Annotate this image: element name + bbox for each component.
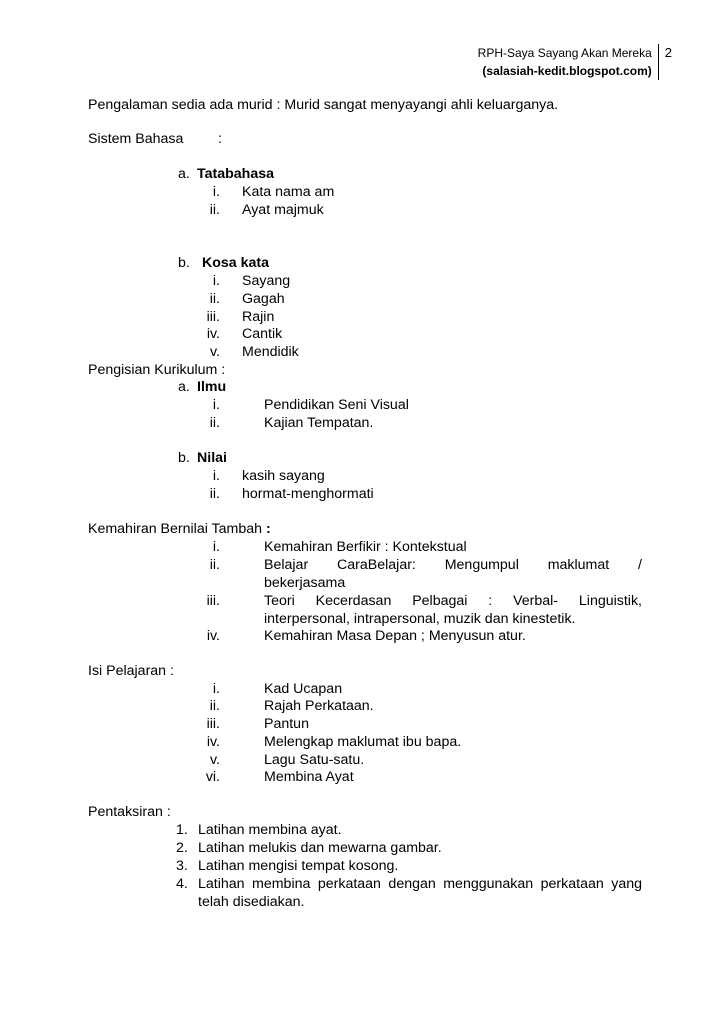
- tatabahasa-heading: Tatabahasa: [197, 166, 275, 182]
- list-number: ii.: [209, 486, 220, 502]
- list-number: ii.: [209, 202, 220, 218]
- tatabahasa-marker: a.: [178, 166, 190, 182]
- list-item-continuation: telah disediakan.: [198, 894, 305, 910]
- list-item: Latihan membina ayat.: [198, 822, 342, 838]
- list-item: Teori Kecerdasan Pelbagai : Verbal- Linguistik,: [264, 593, 642, 609]
- list-number: v.: [210, 344, 220, 360]
- list-number: i.: [212, 184, 220, 200]
- list-number: v.: [210, 752, 220, 768]
- list-item: Latihan membina perkataan dengan menggunakan perkataan yang: [198, 876, 642, 892]
- ilmu-marker: a.: [178, 379, 190, 395]
- list-item: Rajah Perkataan.: [264, 698, 374, 714]
- list-item-continuation: bekerjasama: [264, 575, 346, 591]
- list-item: Pantun: [264, 716, 309, 732]
- list-item: Kajian Tempatan.: [264, 415, 374, 431]
- list-number: iv.: [206, 628, 220, 644]
- nilai-heading: Nilai: [197, 450, 227, 466]
- list-number: ii.: [209, 557, 220, 573]
- list-number: iii.: [206, 309, 220, 325]
- list-item: Kemahiran Berfikir : Kontekstual: [264, 539, 467, 555]
- list-number: iii.: [206, 593, 220, 609]
- list-item: kasih sayang: [242, 468, 325, 484]
- sistem-bahasa-label: Sistem Bahasa: [88, 131, 184, 147]
- list-item: Lagu Satu-satu.: [264, 752, 365, 768]
- list-number: ii.: [209, 415, 220, 431]
- list-item: Belajar CaraBelajar: Mengumpul maklumat /: [264, 557, 642, 573]
- list-number: 2.: [176, 840, 188, 856]
- kosa-kata-heading: Kosa kata: [202, 255, 270, 271]
- list-number: 4.: [176, 876, 188, 892]
- list-number: ii.: [209, 698, 220, 714]
- list-item: Kata nama am: [242, 184, 335, 200]
- header-title: RPH-Saya Sayang Akan Mereka: [477, 46, 652, 60]
- kemahiran-colon: :: [265, 521, 271, 537]
- kemahiran-label-text: Kemahiran Bernilai Tambah: [88, 521, 263, 537]
- list-item: Membina Ayat: [264, 769, 354, 785]
- list-number: i.: [212, 539, 220, 555]
- page-number: 2: [664, 45, 672, 60]
- nilai-marker: b.: [178, 450, 190, 466]
- list-item: Gagah: [242, 291, 285, 307]
- list-number: i.: [212, 681, 220, 697]
- isi-pelajaran-label: Isi Pelajaran :: [88, 663, 174, 679]
- header-subtitle: (salasiah-kedit.blogspot.com): [482, 64, 652, 78]
- kemahiran-label: [88, 520, 271, 538]
- list-number: iii.: [206, 716, 220, 732]
- list-number: i.: [212, 468, 220, 484]
- list-item: Sayang: [242, 273, 291, 289]
- kosa-kata-marker: b.: [178, 255, 190, 271]
- page-header: [478, 44, 672, 80]
- list-number: iv.: [206, 326, 220, 342]
- list-number: 3.: [176, 858, 188, 874]
- list-item: Ayat majmuk: [242, 202, 324, 218]
- list-number: ii.: [209, 291, 220, 307]
- list-item: Pendidikan Seni Visual: [264, 397, 409, 413]
- list-number: iv.: [206, 734, 220, 750]
- list-number: 1.: [176, 822, 188, 838]
- list-item: Rajin: [242, 309, 275, 325]
- list-item: Kemahiran Masa Depan ; Menyusun atur.: [264, 628, 526, 644]
- ilmu-heading: Ilmu: [197, 379, 227, 395]
- list-number: i.: [212, 273, 220, 289]
- list-item: Kad Ucapan: [264, 681, 343, 697]
- pentaksiran-label: Pentaksiran :: [88, 804, 171, 820]
- list-item-continuation: interpersonal, intrapersonal, muzik dan kinestetik.: [264, 611, 576, 627]
- pengisian-label: Pengisian Kurikulum :: [88, 362, 226, 378]
- list-item: Mendidik: [242, 344, 299, 360]
- list-item: Latihan mengisi tempat kosong.: [198, 858, 399, 874]
- list-item: Melengkap maklumat ibu bapa.: [264, 734, 462, 750]
- list-item: hormat-menghormati: [242, 486, 374, 502]
- list-number: vi.: [205, 769, 220, 785]
- list-item: Cantik: [242, 326, 283, 342]
- list-number: i.: [212, 397, 220, 413]
- sistem-bahasa-colon: :: [218, 131, 222, 147]
- list-item: Latihan melukis dan mewarna gambar.: [198, 840, 442, 856]
- pengalaman-line: Pengalaman sedia ada murid : Murid sangat menyayangi ahli keluarganya.: [88, 97, 559, 113]
- header-text: [478, 44, 659, 80]
